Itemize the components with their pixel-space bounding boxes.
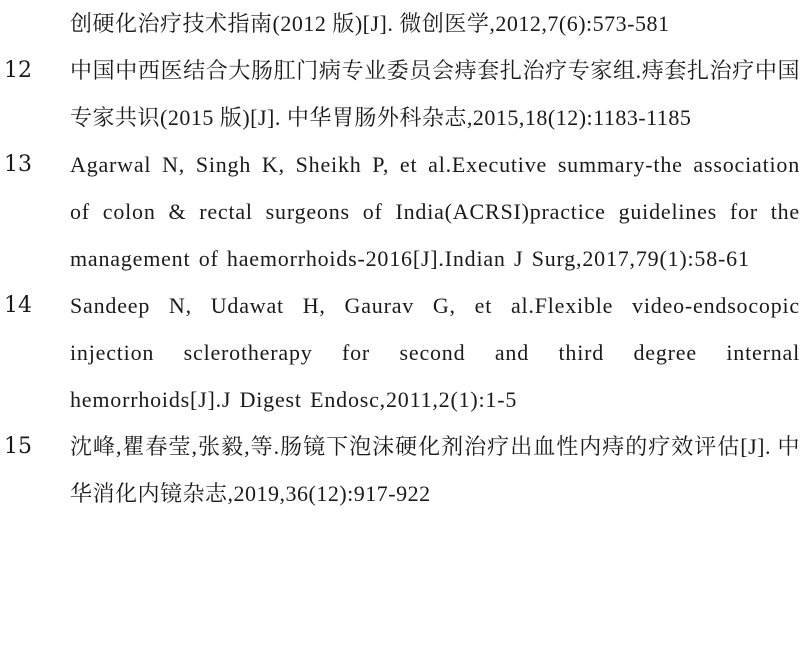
reference-item-11-continuation xyxy=(0,0,810,47)
reference-text: Sandeep N, Udawat H, Gaurav G, et al.Flexible video-endsocopic injection sclerotherapy for second and third degree internal hemorrhoids[J].J Digest Endosc,2011,2(1):1-5 xyxy=(70,293,800,412)
reference-number: 13 xyxy=(4,152,32,177)
reference-item-13 xyxy=(0,141,810,282)
reference-text: 中国中西医结合大肠肛门病专业委员会痔套扎治疗专家组.痔套扎治疗中国专家共识(2015 版)[J]. 中华胃肠外科杂志,2015,18(12):1183-1185 xyxy=(70,58,800,130)
reference-item-14 xyxy=(0,282,810,423)
reference-number: 14 xyxy=(4,293,32,318)
reference-item-12 xyxy=(0,47,810,141)
reference-item-15 xyxy=(0,423,810,517)
reference-text: Agarwal N, Singh K, Sheikh P, et al.Executive summary-the association of colon & rectal surgeons of India(ACRSI)practice guidelines for the management of haemorrhoids-2016[J].Indian J Surg,2017,79(1):58-61 xyxy=(70,152,800,271)
reference-text: 沈峰,瞿春莹,张毅,等.肠镜下泡沫硬化剂治疗出血性内痔的疗效评估[J]. 中华消化内镜杂志,2019,36(12):917-922 xyxy=(70,434,800,506)
reference-number: 15 xyxy=(4,434,32,459)
reference-text: 创硬化治疗技术指南(2012 版)[J]. 微创医学,2012,7(6):573-581 xyxy=(70,11,670,36)
reference-number: 12 xyxy=(4,58,32,83)
